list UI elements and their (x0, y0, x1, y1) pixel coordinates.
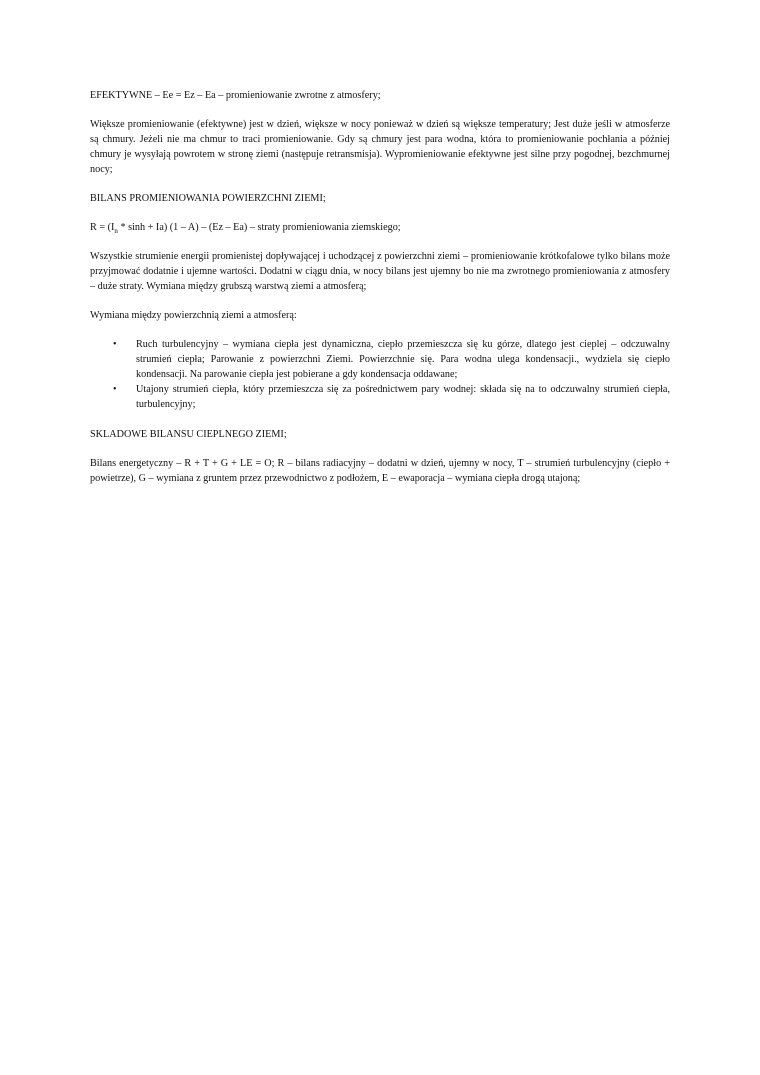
radiation-balance-heading: BILANS PROMIENIOWANIA POWIERZCHNI ZIEMI; (90, 193, 326, 204)
document-page (90, 88, 670, 500)
formula-start: R = (I (90, 222, 115, 233)
radiation-balance-formula (90, 220, 670, 235)
list-item (90, 337, 670, 382)
energy-streams-paragraph: Wszystkie strumienie energii promienistej dopływającej i uchodzącej z powierzchni ziemi – promieniowanie krótkofalowe tylko bilans może przyjmować dodatnie i ujemne wartości. Dodatni w ciągu dnia, w nocy bilans jest ujemny bo nie ma zwrotnego promieniowania z atmosfery – duże straty. Wymiana między grubszą warstwą ziemi a atmosferą; (90, 251, 670, 292)
effective-radiation-paragraph: Większe promieniowanie (efektywne) jest w dzień, większe w nocy ponieważ w dzień są większe temperatury; Jest duże jeśli w atmosferze są chmury. Jeżeli nie ma chmur to traci promieniowanie. Gdy są chmury jest para wodna, która to promieniowanie pochłania a później chmury je wysyłają powrotem w stronę ziemi (następuje retransmisja). Wypromieniowanie efektywne jest silne przy pogodnej, bezchmurnej nocy; (90, 119, 670, 175)
list-item-text: Ruch turbulencyjny – wymiana ciepła jest dynamiczna, ciepło przemieszcza się ku górze, dlatego jest cieplej – odczuwalny strumień ciepła; Parowanie z powierzchni Ziemi. Powierzchnie się. Para wodna ulega kondensacji., wydziela się ciepło kondensacji. Na parowanie ciepła jest pobierane a gdy kondensacja oddawane; (136, 339, 670, 380)
energy-balance-paragraph: Bilans energetyczny – R + T + G + LE = O; R – bilans radiacyjny – dodatni w dzień, ujemny w nocy, T – strumień turbulencyjny (ciepło + powietrze), G – wymiana z gruntem przez przewodnictwo z podłożem, E – ewaporacja – wymiana ciepła drogą utajoną; (90, 458, 670, 484)
efektywne-definition: EFEKTYWNE – Ee = Ez – Ea – promieniowanie zwrotne z atmosfery; (90, 90, 381, 101)
formula-subscript: n (114, 227, 118, 236)
bullet-icon: • (113, 384, 117, 395)
list-item (90, 382, 670, 412)
bullet-icon: • (113, 339, 117, 350)
exchange-list (90, 337, 670, 412)
list-item-text: Utajony strumień ciepła, który przemieszcza się za pośrednictwem pary wodnej: składa się na to odczuwalny strumień ciepła, turbulencyjny; (136, 384, 670, 410)
exchange-intro: Wymiana między powierzchnią ziemi a atmosferą: (90, 310, 297, 321)
heat-balance-heading: SKLADOWE BILANSU CIEPLNEGO ZIEMI; (90, 429, 287, 440)
formula-rest: * sinh + Ia) (1 – A) – (Ez – Ea) – straty promieniowania ziemskiego; (117, 222, 401, 233)
